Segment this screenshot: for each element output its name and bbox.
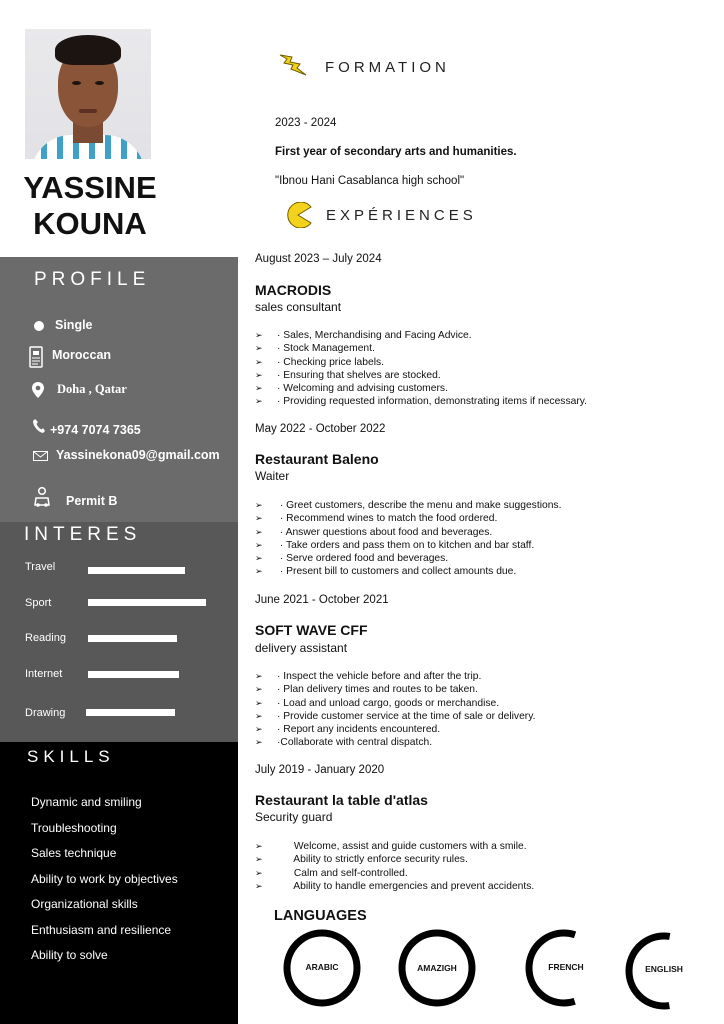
interest-bar bbox=[88, 567, 185, 574]
languages-title: LANGUAGES bbox=[274, 908, 367, 924]
email-address[interactable]: Yassinekona09@gmail.com bbox=[56, 448, 220, 462]
task-item: ➢ ·Collaborate with central dispatch. bbox=[255, 737, 433, 749]
task-item: ➢ · Ensuring that shelves are stocked. bbox=[255, 369, 441, 381]
driver-license-icon bbox=[34, 487, 50, 510]
formation-degree: First year of secondary arts and humanities. bbox=[275, 146, 517, 158]
task-item: ➢ · Inspect the vehicle before and after the trip. bbox=[255, 671, 482, 682]
pacman-icon bbox=[283, 202, 313, 233]
interest-bar bbox=[88, 671, 179, 678]
task-item: ➢ · Plan delivery times and routes to be taken. bbox=[255, 684, 478, 696]
job-role: Waiter bbox=[255, 469, 290, 483]
profile-title: PROFILE bbox=[34, 269, 151, 290]
job-task-list bbox=[255, 499, 561, 579]
job-role: delivery assistant bbox=[255, 641, 348, 655]
formation-years: 2023 - 2024 bbox=[275, 117, 337, 129]
nationality: Moroccan bbox=[52, 348, 112, 362]
job-role: sales consultant bbox=[255, 300, 342, 314]
experiences-title: EXPÉRIENCES bbox=[326, 207, 477, 224]
interest-bar bbox=[88, 635, 177, 642]
language-name: ARABIC bbox=[305, 962, 339, 972]
job-company: SOFT WAVE CFF bbox=[255, 622, 368, 638]
task-item: ➢ Ability to handle emergencies and prevent accidents. bbox=[255, 880, 535, 892]
first-name: YASSINE bbox=[23, 170, 157, 205]
job-company: Restaurant Baleno bbox=[255, 451, 379, 467]
task-item: ➢ · Provide customer service at the time of sale or delivery. bbox=[255, 710, 536, 722]
job-task-list bbox=[255, 670, 535, 750]
envelope-icon bbox=[33, 450, 48, 464]
lightning-icon bbox=[278, 53, 308, 82]
interests-title: INTERES bbox=[24, 524, 142, 545]
task-item: ➢ · Sales, Merchandising and Facing Advice. bbox=[255, 330, 472, 341]
full-name bbox=[0, 170, 180, 242]
job-dates: June 2021 - October 2021 bbox=[255, 594, 389, 606]
interest-bar bbox=[86, 709, 175, 716]
location-pin-icon bbox=[32, 382, 44, 401]
circle-icon bbox=[33, 320, 45, 335]
skill-item: Dynamic and smiling bbox=[31, 795, 142, 809]
formation-school: "Ibnou Hani Casablanca high school" bbox=[275, 175, 465, 187]
job-task-list bbox=[255, 329, 587, 409]
task-item: ➢ · Take orders and pass them on to kitchen and bar staff. bbox=[255, 539, 535, 551]
task-item: ➢ · Checking price labels. bbox=[255, 356, 385, 368]
job-dates: August 2023 – July 2024 bbox=[255, 253, 382, 265]
skill-item: Organizational skills bbox=[31, 897, 138, 911]
job-dates: July 2019 - January 2020 bbox=[255, 764, 385, 776]
skill-item: Ability to work by objectives bbox=[31, 872, 178, 886]
task-item: ➢ · Recommend wines to match the food ordered. bbox=[255, 513, 498, 525]
interest-bar bbox=[88, 599, 206, 606]
skill-item: Sales technique bbox=[31, 846, 117, 860]
profile-section bbox=[0, 257, 238, 522]
skills-title: SKILLS bbox=[27, 747, 115, 766]
language-name: ENGLISH bbox=[645, 964, 683, 974]
task-item: ➢ · Greet customers, describe the menu and make suggestions. bbox=[255, 500, 562, 511]
skills-section bbox=[0, 742, 238, 1024]
interest-label: Sport bbox=[25, 597, 52, 609]
interest-label: Reading bbox=[25, 632, 66, 644]
task-item: ➢ · Serve ordered food and beverages. bbox=[255, 553, 449, 565]
task-item: ➢ · Report any incidents encountered. bbox=[255, 724, 441, 736]
interest-label: Travel bbox=[25, 561, 56, 573]
skill-item: Ability to solve bbox=[31, 948, 108, 962]
task-item: ➢ · Load and unload cargo, goods or merchandise. bbox=[255, 697, 500, 709]
driving-permit: Permit B bbox=[66, 494, 118, 508]
phone-number[interactable]: +974 7074 7365 bbox=[50, 423, 141, 437]
language-name: FRENCH bbox=[548, 962, 584, 972]
skill-item: Enthusiasm and resilience bbox=[31, 923, 172, 937]
job-role: Security guard bbox=[255, 810, 333, 824]
job-dates: May 2022 - October 2022 bbox=[255, 423, 386, 435]
phone-icon bbox=[33, 419, 45, 436]
language-name: AMAZIGH bbox=[417, 963, 457, 973]
task-item: ➢ · Answer questions about food and beverages. bbox=[255, 526, 493, 538]
id-card-icon bbox=[29, 346, 43, 371]
profile-photo bbox=[25, 29, 151, 159]
formation-title: FORMATION bbox=[325, 59, 450, 76]
location: Doha , Qatar bbox=[57, 382, 127, 396]
job-task-list bbox=[255, 840, 534, 893]
job-company: MACRODIS bbox=[255, 282, 332, 298]
last-name: KOUNA bbox=[33, 206, 147, 241]
task-item: ➢ · Welcoming and advising customers. bbox=[255, 383, 448, 395]
interest-label: Drawing bbox=[25, 707, 66, 719]
task-item: ➢ · Present bill to customers and collect amounts due. bbox=[255, 566, 517, 578]
job-company: Restaurant la table d'atlas bbox=[255, 792, 428, 808]
marital-status: Single bbox=[55, 318, 93, 332]
skill-item: Troubleshooting bbox=[31, 821, 117, 835]
task-item: ➢ Calm and self-controlled. bbox=[255, 867, 408, 879]
task-item: ➢ · Stock Management. bbox=[255, 343, 375, 355]
task-item: ➢ Welcome, assist and guide customers with a smile. bbox=[255, 841, 527, 852]
task-item: ➢ · Providing requested information, demonstrating items if necessary. bbox=[255, 396, 588, 408]
interest-label: Internet bbox=[25, 668, 63, 680]
interests-section bbox=[0, 522, 238, 742]
task-item: ➢ Ability to strictly enforce security rules. bbox=[255, 854, 468, 866]
